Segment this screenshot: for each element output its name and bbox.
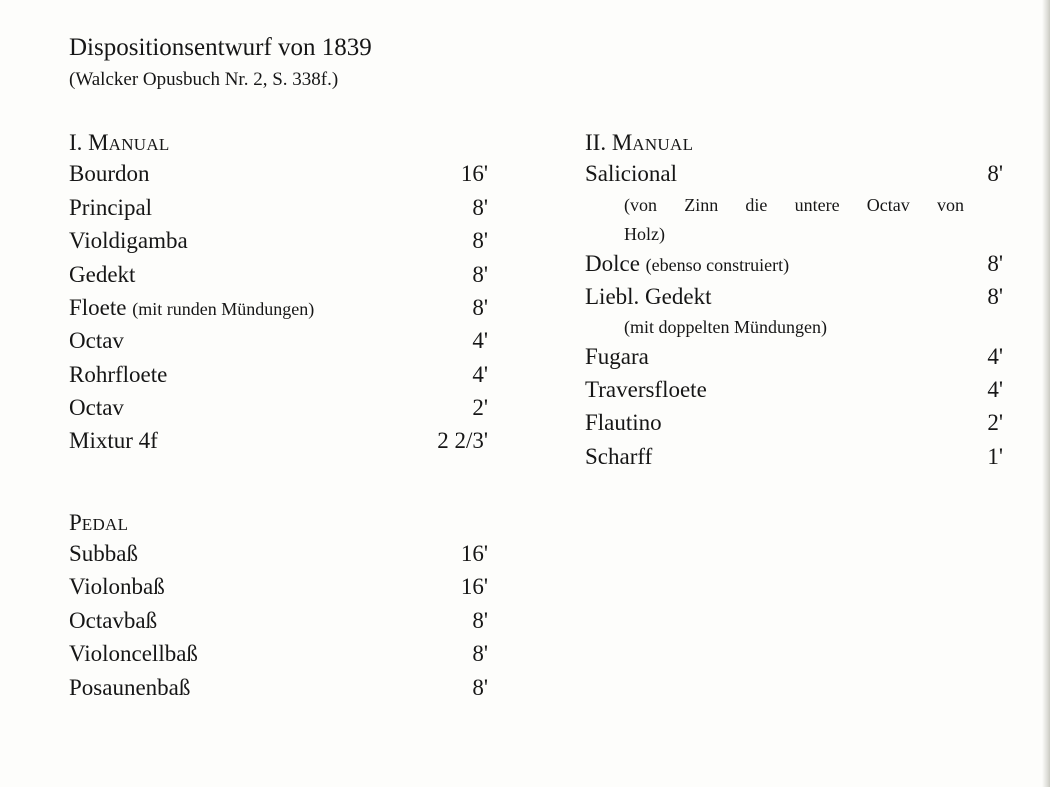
manual-1-heading-initial: I. M <box>69 130 109 155</box>
stop-pitch: 2' <box>472 395 488 420</box>
document-title: Dispositionsentwurf von 1839 <box>69 34 372 61</box>
stop-name: Floete <box>69 295 127 320</box>
stop-note: (mit doppelten Mündungen) <box>624 317 827 337</box>
stop-pitch: 8' <box>472 675 488 700</box>
stop-name: Violdigamba <box>69 228 188 253</box>
stop-name: Scharff <box>585 444 653 469</box>
stop-name: Traversfloete <box>585 377 707 402</box>
stop-pitch: 2' <box>987 410 1003 435</box>
stop-pitch: 16' <box>460 161 488 186</box>
manual-2-heading-rest: ANUAL <box>632 135 694 154</box>
stop-pitch: 8' <box>472 641 488 666</box>
stop-pitch: 2 2/3' <box>437 428 488 453</box>
stop-name: Subbaß <box>69 541 138 566</box>
stop-name: Octav <box>69 328 124 353</box>
manual-1-heading-rest: ANUAL <box>108 135 170 154</box>
stop-name: Octavbaß <box>69 608 158 633</box>
stop-name: Liebl. Gedekt <box>585 284 712 309</box>
page-edge-shadow <box>1042 0 1050 787</box>
stop-pitch: 16' <box>460 541 488 566</box>
stop-note-line-1 <box>624 195 964 216</box>
stop-name: Octav <box>69 395 124 420</box>
stop-pitch: 8' <box>987 251 1003 276</box>
stop-pitch: 4' <box>987 377 1003 402</box>
stop-pitch: 8' <box>472 195 488 220</box>
note-word: von <box>936 195 964 215</box>
stop-pitch: 8' <box>987 284 1003 309</box>
note-word: Octav <box>866 195 910 215</box>
manual-2-heading-initial: II. M <box>585 130 633 155</box>
note-word: untere <box>794 195 840 215</box>
manual-1-heading <box>69 130 170 156</box>
note-word: Zinn <box>684 195 719 215</box>
stop-name-with-note <box>585 251 789 277</box>
stop-name-with-note <box>69 295 314 321</box>
stop-pitch: 8' <box>472 295 488 320</box>
manual-2-heading <box>585 130 693 156</box>
stop-pitch: 4' <box>472 328 488 353</box>
pedal-heading-initial: P <box>69 510 82 535</box>
stop-name: Dolce <box>585 251 640 276</box>
stop-pitch: 16' <box>460 574 488 599</box>
note-word: die <box>745 195 768 215</box>
stop-pitch: 8' <box>472 262 488 287</box>
stop-name: Bourdon <box>69 161 150 186</box>
stop-name: Principal <box>69 195 153 220</box>
stop-pitch: 4' <box>987 344 1003 369</box>
pedal-heading <box>69 510 128 536</box>
stop-name: Gedekt <box>69 262 136 287</box>
stop-note: (ebenso construiert) <box>645 255 790 275</box>
stop-name: Mixtur 4f <box>69 428 158 453</box>
stop-pitch: 8' <box>987 161 1003 186</box>
stop-pitch: 1' <box>987 444 1003 469</box>
stop-name: Salicional <box>585 161 677 186</box>
stop-name: Violoncellbaß <box>69 641 198 666</box>
note-word: (von <box>624 195 657 215</box>
stop-note-line-2: Holz) <box>624 224 665 244</box>
stop-note: (mit runden Mündungen) <box>132 299 315 319</box>
stop-name: Posaunenbaß <box>69 675 191 700</box>
stop-name: Flautino <box>585 410 662 435</box>
stop-name: Violonbaß <box>69 574 165 599</box>
pedal-heading-rest: EDAL <box>81 515 129 534</box>
stop-name: Fugara <box>585 344 649 369</box>
stop-pitch: 4' <box>472 362 488 387</box>
stop-pitch: 8' <box>472 228 488 253</box>
stop-name: Rohrfloete <box>69 362 168 387</box>
document-subtitle: (Walcker Opusbuch Nr. 2, S. 338f.) <box>69 69 339 90</box>
stop-pitch: 8' <box>472 608 488 633</box>
